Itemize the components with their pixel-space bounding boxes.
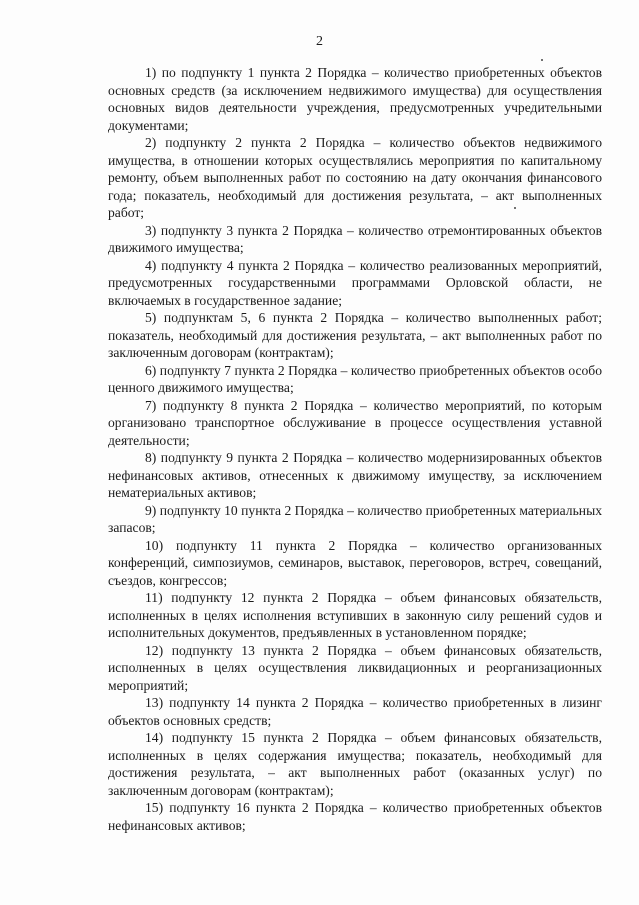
list-item: 9) подпункту 10 пункта 2 Порядка – количество приобретенных материальных запасов; (108, 502, 602, 535)
list-item: 2) подпункту 2 пункта 2 Порядка – количество объектов недвижимого имущества, в отношении которых осуществлялись мероприятия по капитальному ремонту, объем выполненных работ по состоянию на дату окончания финансового года; показатель, необходимый для достижения результата, – акт выполненных работ; (108, 135, 602, 220)
document-body (108, 64, 602, 834)
list-item: 8) подпункту 9 пункта 2 Порядка – количество модернизированных объектов нефинансовых активов, отнесенных к движимому имуществу, за исключением нематериальных активов; (108, 450, 602, 500)
list-item: 1) по подпункту 1 пункта 2 Порядка – количество приобретенных объектов основных средств (за исключением недвижимого имущества) для осуществления основных видов деятельности учреждения, предусмотренных учредительными документами; (108, 65, 602, 133)
list-item: 12) подпункту 13 пункта 2 Порядка – объем финансовых обязательств, исполненных в целях осуществления ликвидационных и реорганизационных мероприятий; (108, 642, 602, 693)
list-item: 4) подпункту 4 пункта 2 Порядка – количество реализованных мероприятий, предусмотренных государственными программами Орловской области, не включаемых в государственное задание; (108, 257, 602, 308)
page-number: 2 (316, 34, 323, 49)
list-item: 3) подпункту 3 пункта 2 Порядка – количество отремонтированных объектов движимого имущества; (108, 222, 602, 255)
list-item: 11) подпункту 12 пункта 2 Порядка – объем финансовых обязательств, исполненных в целях исполнения вступивших в законную силу решений судов и исполнительных документов, предъявленных в установленном порядке; (108, 590, 602, 640)
list-item: 5) подпунктам 5, 6 пункта 2 Порядка – количество выполненных работ; показатель, необходимый для достижения результата, – акт выполненных работ по заключенным договорам (контрактам); (108, 310, 602, 360)
list-item: 10) подпункту 11 пункта 2 Порядка – количество организованных конференций, симпозиумов, семинаров, выставок, переговоров, встреч, совещаний, съездов, конгрессов; (108, 537, 602, 588)
scan-speck (541, 59, 543, 61)
list-item: 6) подпункту 7 пункта 2 Порядка – количество приобретенных объектов особо ценного движимого имущества; (108, 362, 602, 395)
list-item: 14) подпункту 15 пункта 2 Порядка – объем финансовых обязательств, исполненных в целях содержания имущества; показатель, необходимый для достижения результата, – акт выполненных работ (оказанных услуг) по заключенным договорам (контрактам); (108, 730, 602, 798)
list-item: 15) подпункту 16 пункта 2 Порядка – количество приобретенных объектов нефинансовых активов; (108, 800, 602, 833)
list-item: 7) подпункту 8 пункта 2 Порядка – количество мероприятий, по которым организовано транспортное обслуживание в процессе осуществления уставной деятельности; (108, 397, 602, 448)
list-item: 13) подпункту 14 пункта 2 Порядка – количество приобретенных в лизинг объектов основных средств; (108, 695, 602, 728)
